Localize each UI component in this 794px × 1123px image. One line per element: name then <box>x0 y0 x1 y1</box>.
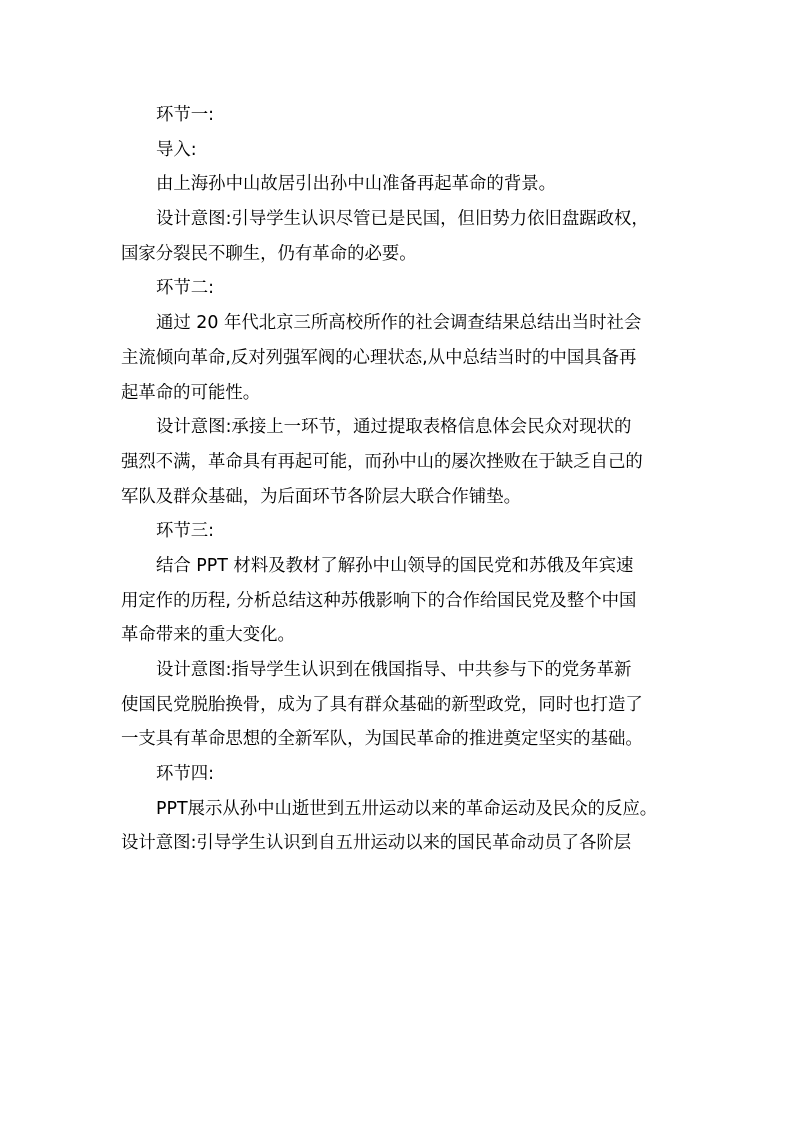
section-3-heading: 环节三: <box>156 521 215 542</box>
paragraph-line: 国家分裂民不聊生，仍有革命的必要。 <box>121 243 417 264</box>
paragraph-line: 通过 20 年代北京三所高校所作的社会调查结果总结出当时社会 <box>156 313 642 334</box>
section-2-heading: 环节二: <box>156 278 215 299</box>
design-intent-line: 设计意图:引导学生认识到自五卅运动以来的国民革命动员了各阶层 <box>121 833 632 854</box>
paragraph-line: 一支具有革命思想的全新军队，为国民革命的推进奠定坚实的基础。 <box>121 729 643 750</box>
paragraph-line: 革命带来的重大变化。 <box>121 625 295 646</box>
paragraph-line: 主流倾向革命,反对列强军阀的心理状态,从中总结当时的中国具备再 <box>121 347 637 368</box>
design-intent-line: 设计意图:指导学生认识到在俄国指导、中共参与下的党务革新 <box>156 660 632 680</box>
design-intent-line: 设计意图:引导学生认识尽管已是民国，但旧势力依旧盘踞政权， <box>156 209 649 230</box>
paragraph-line: 由上海孙中山故居引出孙中山准备再起革命的背景。 <box>156 174 556 195</box>
paragraph-line: PPT展示从孙中山逝世到五卅运动以来的革命运动及民众的反应。 <box>156 798 658 819</box>
document-body <box>121 98 677 861</box>
paragraph-line: 用定作的历程, 分析总结这种苏俄影响下的合作给国民党及整个中国 <box>121 590 637 611</box>
section-4-heading: 环节四: <box>156 764 215 785</box>
section-1-heading: 环节一: <box>156 105 215 125</box>
paragraph-line: 结合 PPT 材料及教材了解孙中山领导的国民党和苏俄及年宾速 <box>156 555 634 576</box>
paragraph-line: 起革命的可能性。 <box>121 382 261 403</box>
paragraph-line: 军队及群众基础，为后面环节各阶层大联合作铺垫。 <box>121 486 521 507</box>
paragraph-line: 使国民党脱胎换骨，成为了具有群众基础的新型政党，同时也打造了 <box>121 694 643 715</box>
design-intent-line: 设计意图:承接上一环节，通过提取表格信息体会民众对现状的 <box>156 417 632 438</box>
intro-label: 导入: <box>156 139 197 160</box>
paragraph-line: 强烈不满，革命具有再起可能，而孙中山的屡次挫败在于缺乏自己的 <box>121 451 643 472</box>
